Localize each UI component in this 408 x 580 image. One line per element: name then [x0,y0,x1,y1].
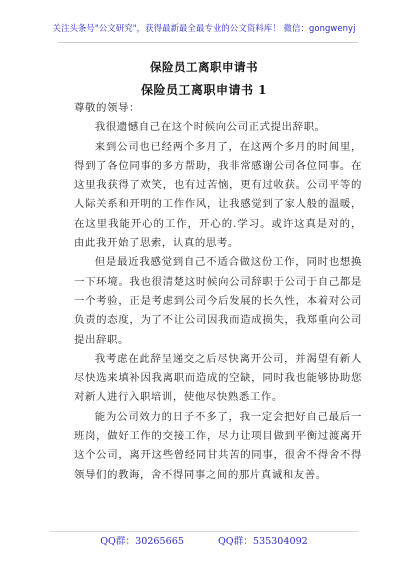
header-promo-note: 关注头条号"公文研究"，获得最新最全最专业的公文资料库！ 微信：gongwenyj [52,23,356,33]
footer-divider [50,531,358,532]
qq-group-1: QQ群：30265665 [100,536,184,547]
paragraph: 能为公司效力的日子不多了，我一定会把好自己最后一班岗，做好工作的交接工作，尽力让项目做到平衡过渡离开这个公司，离开这些曾经同甘共苦的同事，很舍不得舍不得领导们的教诲，舍不得同事之间的那片真诚和友善。 [74,410,362,481]
qq-group-2: QQ群：535304092 [217,536,308,547]
document-subtitle: 保险员工离职申请书 1 [140,83,268,97]
footer-contact [0,533,408,547]
paragraph: 来到公司也已经两个多月了，在这两个多月的时间里，得到了各位同事的多方帮助，我非常感谢公司各位同事。在这里我获得了欢笑，也有过苦恼，更有过收获。公司平等的人际关系和开明的工作作风，让我感觉到了家人般的温暖，在这里我能开心的工作，开心的.学习。或许这真是对的，由此我开始了思索，认真的思考。 [74,140,362,250]
paragraph: 我考虑在此辞呈递交之后尽快离开公司，并渴望有新人尽快选来填补因我离职而造成的空缺，同时我也能够协助您对新人进行入职培训，使他尽快熟悉工作。 [74,352,362,404]
header-divider [58,42,358,43]
document-body [74,99,362,485]
paragraph: 我很遗憾自己在这个时候向公司正式提出辞职。 [94,121,326,134]
salutation: 尊敬的领导： [74,102,140,114]
document-title: 保险员工离职申请书 [150,60,258,74]
paragraph: 但是最近我感觉到自己不适合做这份工作，同时也想换一下环境。我也很清楚这时候向公司辞职于公司于自己都是一个考验，正是考虑到公司今后发展的长久性，本着对公司负责的态度，为了不让公司因我而造成损失，我郑重向公司提出辞职。 [74,256,362,346]
